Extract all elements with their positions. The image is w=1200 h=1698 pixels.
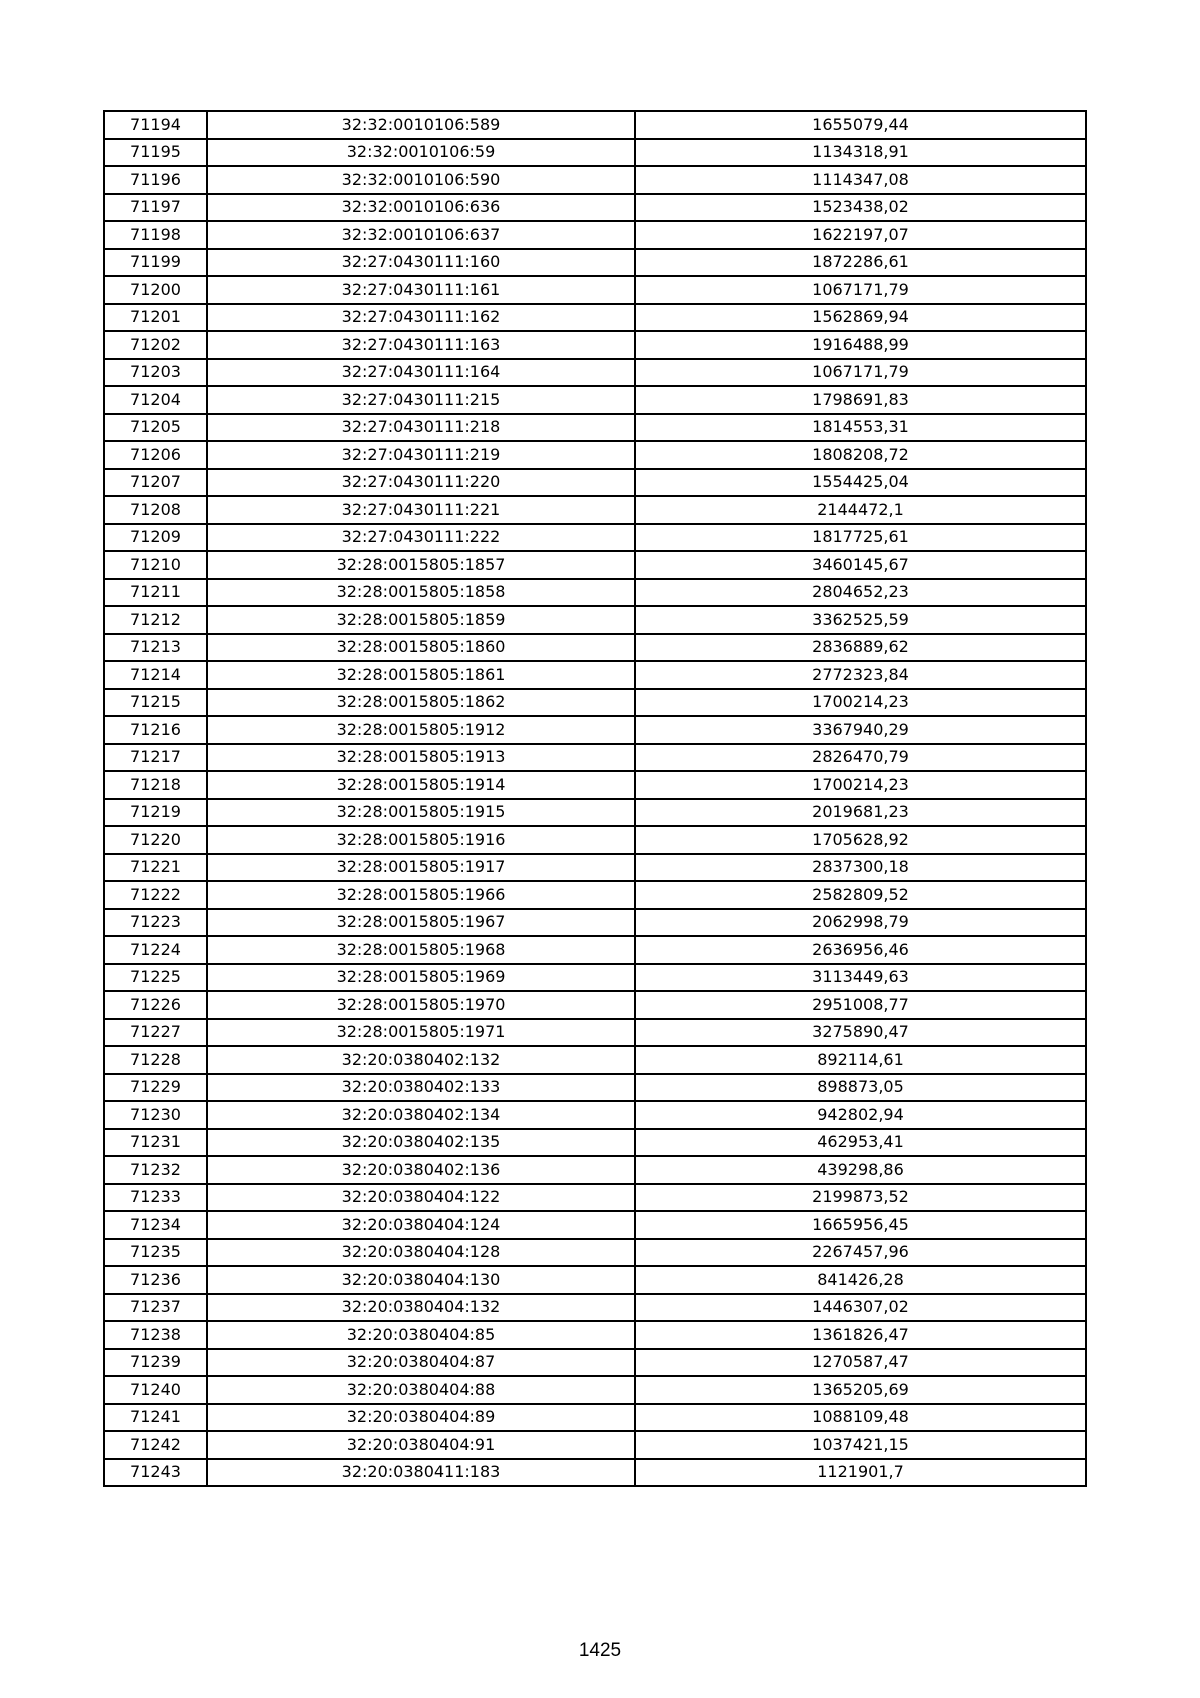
- cadastral-value-cell: 2019681,23: [635, 799, 1086, 827]
- cadastral-value-cell: 1037421,15: [635, 1431, 1086, 1459]
- row-number-cell: 71219: [104, 799, 207, 827]
- table-row: [104, 1101, 1086, 1129]
- table-row: [104, 414, 1086, 442]
- cadastral-number-cell: 32:28:0015805:1914: [207, 771, 635, 799]
- cadastral-number-cell: 32:28:0015805:1862: [207, 689, 635, 717]
- table-row: [104, 634, 1086, 662]
- row-number-cell: 71237: [104, 1294, 207, 1322]
- cadastral-value-cell: 942802,94: [635, 1101, 1086, 1129]
- cadastral-number-cell: 32:20:0380404:89: [207, 1404, 635, 1432]
- cadastral-value-cell: 1523438,02: [635, 194, 1086, 222]
- cadastral-number-cell: 32:28:0015805:1916: [207, 826, 635, 854]
- table-row: [104, 1129, 1086, 1157]
- row-number-cell: 71202: [104, 331, 207, 359]
- row-number-cell: 71242: [104, 1431, 207, 1459]
- cadastral-value-cell: 2144472,1: [635, 496, 1086, 524]
- cadastral-number-cell: 32:28:0015805:1969: [207, 964, 635, 992]
- cadastral-value-cell: 2837300,18: [635, 854, 1086, 882]
- table-row: [104, 936, 1086, 964]
- cadastral-number-cell: 32:28:0015805:1857: [207, 551, 635, 579]
- cadastral-value-cell: 1808208,72: [635, 441, 1086, 469]
- row-number-cell: 71225: [104, 964, 207, 992]
- table-row: [104, 606, 1086, 634]
- row-number-cell: 71240: [104, 1376, 207, 1404]
- row-number-cell: 71218: [104, 771, 207, 799]
- cadastral-value-cell: 1121901,7: [635, 1459, 1086, 1487]
- cadastral-number-cell: 32:20:0380404:124: [207, 1211, 635, 1239]
- row-number-cell: 71235: [104, 1239, 207, 1267]
- table-row: [104, 441, 1086, 469]
- cadastral-number-cell: 32:32:0010106:589: [207, 111, 635, 139]
- row-number-cell: 71228: [104, 1046, 207, 1074]
- table-row: [104, 331, 1086, 359]
- cadastral-number-cell: 32:28:0015805:1967: [207, 909, 635, 937]
- cadastral-number-cell: 32:27:0430111:162: [207, 304, 635, 332]
- cadastral-value-cell: 3367940,29: [635, 716, 1086, 744]
- row-number-cell: 71194: [104, 111, 207, 139]
- table-row: [104, 771, 1086, 799]
- cadastral-number-cell: 32:27:0430111:161: [207, 276, 635, 304]
- row-number-cell: 71216: [104, 716, 207, 744]
- cadastral-value-cell: 462953,41: [635, 1129, 1086, 1157]
- cadastral-number-cell: 32:27:0430111:215: [207, 386, 635, 414]
- cadastral-value-table: [103, 110, 1087, 1487]
- table-row: [104, 716, 1086, 744]
- table-row: [104, 276, 1086, 304]
- cadastral-value-cell: 1270587,47: [635, 1349, 1086, 1377]
- table-row: [104, 1376, 1086, 1404]
- row-number-cell: 71212: [104, 606, 207, 634]
- table-row: [104, 1459, 1086, 1487]
- cadastral-number-cell: 32:32:0010106:590: [207, 166, 635, 194]
- cadastral-number-cell: 32:28:0015805:1966: [207, 881, 635, 909]
- cadastral-number-cell: 32:27:0430111:218: [207, 414, 635, 442]
- table-row: [104, 111, 1086, 139]
- cadastral-number-cell: 32:28:0015805:1970: [207, 991, 635, 1019]
- cadastral-number-cell: 32:20:0380402:132: [207, 1046, 635, 1074]
- row-number-cell: 71220: [104, 826, 207, 854]
- cadastral-value-cell: 1705628,92: [635, 826, 1086, 854]
- table-row: [104, 249, 1086, 277]
- cadastral-number-cell: 32:20:0380404:88: [207, 1376, 635, 1404]
- row-number-cell: 71199: [104, 249, 207, 277]
- row-number-cell: 71215: [104, 689, 207, 717]
- table-row: [104, 359, 1086, 387]
- row-number-cell: 71214: [104, 661, 207, 689]
- table-row: [104, 1046, 1086, 1074]
- table-row: [104, 661, 1086, 689]
- cadastral-number-cell: 32:28:0015805:1912: [207, 716, 635, 744]
- table-row: [104, 854, 1086, 882]
- table-row: [104, 991, 1086, 1019]
- cadastral-number-cell: 32:20:0380404:130: [207, 1266, 635, 1294]
- cadastral-value-cell: 898873,05: [635, 1074, 1086, 1102]
- row-number-cell: 71197: [104, 194, 207, 222]
- cadastral-value-cell: 1798691,83: [635, 386, 1086, 414]
- cadastral-value-cell: 1446307,02: [635, 1294, 1086, 1322]
- row-number-cell: 71239: [104, 1349, 207, 1377]
- cadastral-value-cell: 2804652,23: [635, 579, 1086, 607]
- row-number-cell: 71206: [104, 441, 207, 469]
- row-number-cell: 71208: [104, 496, 207, 524]
- cadastral-value-cell: 3362525,59: [635, 606, 1086, 634]
- table-row: [104, 744, 1086, 772]
- cadastral-value-cell: 1817725,61: [635, 524, 1086, 552]
- cadastral-number-cell: 32:27:0430111:160: [207, 249, 635, 277]
- row-number-cell: 71196: [104, 166, 207, 194]
- cadastral-value-cell: 1700214,23: [635, 771, 1086, 799]
- row-number-cell: 71201: [104, 304, 207, 332]
- table-row: [104, 1404, 1086, 1432]
- table-row: [104, 524, 1086, 552]
- cadastral-number-cell: 32:20:0380404:128: [207, 1239, 635, 1267]
- cadastral-value-cell: 2826470,79: [635, 744, 1086, 772]
- cadastral-number-cell: 32:20:0380404:85: [207, 1321, 635, 1349]
- table-row: [104, 799, 1086, 827]
- cadastral-value-cell: 1916488,99: [635, 331, 1086, 359]
- cadastral-value-cell: 2836889,62: [635, 634, 1086, 662]
- row-number-cell: 71210: [104, 551, 207, 579]
- cadastral-number-cell: 32:20:0380402:134: [207, 1101, 635, 1129]
- row-number-cell: 71226: [104, 991, 207, 1019]
- cadastral-number-cell: 32:20:0380402:135: [207, 1129, 635, 1157]
- cadastral-number-cell: 32:27:0430111:164: [207, 359, 635, 387]
- table-row: [104, 139, 1086, 167]
- cadastral-value-cell: 1622197,07: [635, 221, 1086, 249]
- table-row: [104, 304, 1086, 332]
- table-row: [104, 1239, 1086, 1267]
- table-row: [104, 826, 1086, 854]
- row-number-cell: 71198: [104, 221, 207, 249]
- table-row: [104, 496, 1086, 524]
- table-row: [104, 1074, 1086, 1102]
- row-number-cell: 71195: [104, 139, 207, 167]
- cadastral-number-cell: 32:20:0380404:122: [207, 1184, 635, 1212]
- cadastral-value-cell: 1134318,91: [635, 139, 1086, 167]
- row-number-cell: 71224: [104, 936, 207, 964]
- cadastral-value-cell: 1814553,31: [635, 414, 1086, 442]
- cadastral-value-cell: 892114,61: [635, 1046, 1086, 1074]
- row-number-cell: 71200: [104, 276, 207, 304]
- cadastral-number-cell: 32:28:0015805:1917: [207, 854, 635, 882]
- row-number-cell: 71236: [104, 1266, 207, 1294]
- table-row: [104, 579, 1086, 607]
- cadastral-value-cell: 1554425,04: [635, 469, 1086, 497]
- cadastral-value-cell: 1114347,08: [635, 166, 1086, 194]
- cadastral-value-cell: 2582809,52: [635, 881, 1086, 909]
- cadastral-number-cell: 32:20:0380411:183: [207, 1459, 635, 1487]
- table-row: [104, 1294, 1086, 1322]
- table-row: [104, 1156, 1086, 1184]
- table-body: [104, 111, 1086, 1486]
- row-number-cell: 71227: [104, 1019, 207, 1047]
- cadastral-value-cell: 1365205,69: [635, 1376, 1086, 1404]
- row-number-cell: 71204: [104, 386, 207, 414]
- table-row: [104, 1431, 1086, 1459]
- cadastral-number-cell: 32:20:0380404:132: [207, 1294, 635, 1322]
- row-number-cell: 71223: [104, 909, 207, 937]
- cadastral-value-cell: 2772323,84: [635, 661, 1086, 689]
- row-number-cell: 71243: [104, 1459, 207, 1487]
- cadastral-number-cell: 32:28:0015805:1971: [207, 1019, 635, 1047]
- cadastral-value-cell: 1872286,61: [635, 249, 1086, 277]
- row-number-cell: 71211: [104, 579, 207, 607]
- row-number-cell: 71213: [104, 634, 207, 662]
- cadastral-number-cell: 32:20:0380404:91: [207, 1431, 635, 1459]
- cadastral-number-cell: 32:28:0015805:1968: [207, 936, 635, 964]
- row-number-cell: 71222: [104, 881, 207, 909]
- row-number-cell: 71203: [104, 359, 207, 387]
- cadastral-value-cell: 1562869,94: [635, 304, 1086, 332]
- cadastral-number-cell: 32:28:0015805:1913: [207, 744, 635, 772]
- cadastral-number-cell: 32:27:0430111:163: [207, 331, 635, 359]
- cadastral-value-cell: 1655079,44: [635, 111, 1086, 139]
- row-number-cell: 71232: [104, 1156, 207, 1184]
- table-row: [104, 1019, 1086, 1047]
- cadastral-number-cell: 32:28:0015805:1861: [207, 661, 635, 689]
- cadastral-value-cell: 2199873,52: [635, 1184, 1086, 1212]
- table-row: [104, 964, 1086, 992]
- cadastral-value-cell: 2267457,96: [635, 1239, 1086, 1267]
- table-row: [104, 166, 1086, 194]
- cadastral-number-cell: 32:32:0010106:637: [207, 221, 635, 249]
- cadastral-number-cell: 32:20:0380402:136: [207, 1156, 635, 1184]
- cadastral-value-cell: 1088109,48: [635, 1404, 1086, 1432]
- row-number-cell: 71238: [104, 1321, 207, 1349]
- table-row: [104, 1349, 1086, 1377]
- table-row: [104, 1321, 1086, 1349]
- table-row: [104, 1211, 1086, 1239]
- table-row: [104, 386, 1086, 414]
- cadastral-number-cell: 32:32:0010106:636: [207, 194, 635, 222]
- row-number-cell: 71234: [104, 1211, 207, 1239]
- row-number-cell: 71207: [104, 469, 207, 497]
- cadastral-number-cell: 32:27:0430111:222: [207, 524, 635, 552]
- cadastral-number-cell: 32:27:0430111:220: [207, 469, 635, 497]
- row-number-cell: 71233: [104, 1184, 207, 1212]
- cadastral-number-cell: 32:28:0015805:1859: [207, 606, 635, 634]
- table-row: [104, 689, 1086, 717]
- cadastral-value-cell: 3275890,47: [635, 1019, 1086, 1047]
- row-number-cell: 71231: [104, 1129, 207, 1157]
- cadastral-value-cell: 1700214,23: [635, 689, 1086, 717]
- table-row: [104, 194, 1086, 222]
- cadastral-value-cell: 1665956,45: [635, 1211, 1086, 1239]
- cadastral-number-cell: 32:28:0015805:1915: [207, 799, 635, 827]
- table-row: [104, 881, 1086, 909]
- table-row: [104, 909, 1086, 937]
- cadastral-value-cell: 841426,28: [635, 1266, 1086, 1294]
- cadastral-value-cell: 2062998,79: [635, 909, 1086, 937]
- row-number-cell: 71217: [104, 744, 207, 772]
- cadastral-number-cell: 32:20:0380404:87: [207, 1349, 635, 1377]
- row-number-cell: 71241: [104, 1404, 207, 1432]
- cadastral-value-cell: 1067171,79: [635, 359, 1086, 387]
- row-number-cell: 71205: [104, 414, 207, 442]
- cadastral-number-cell: 32:28:0015805:1860: [207, 634, 635, 662]
- cadastral-number-cell: 32:32:0010106:59: [207, 139, 635, 167]
- cadastral-number-cell: 32:27:0430111:219: [207, 441, 635, 469]
- cadastral-value-cell: 2636956,46: [635, 936, 1086, 964]
- row-number-cell: 71209: [104, 524, 207, 552]
- cadastral-value-cell: 439298,86: [635, 1156, 1086, 1184]
- row-number-cell: 71229: [104, 1074, 207, 1102]
- table-row: [104, 469, 1086, 497]
- table-row: [104, 551, 1086, 579]
- cadastral-number-cell: 32:28:0015805:1858: [207, 579, 635, 607]
- cadastral-value-cell: 3113449,63: [635, 964, 1086, 992]
- table-row: [104, 1184, 1086, 1212]
- row-number-cell: 71230: [104, 1101, 207, 1129]
- page-number: 1425: [578, 1640, 622, 1661]
- cadastral-number-cell: 32:27:0430111:221: [207, 496, 635, 524]
- table-row: [104, 1266, 1086, 1294]
- cadastral-value-cell: 2951008,77: [635, 991, 1086, 1019]
- cadastral-number-cell: 32:20:0380402:133: [207, 1074, 635, 1102]
- cadastral-value-cell: 1067171,79: [635, 276, 1086, 304]
- row-number-cell: 71221: [104, 854, 207, 882]
- cadastral-value-cell: 3460145,67: [635, 551, 1086, 579]
- table-row: [104, 221, 1086, 249]
- cadastral-value-cell: 1361826,47: [635, 1321, 1086, 1349]
